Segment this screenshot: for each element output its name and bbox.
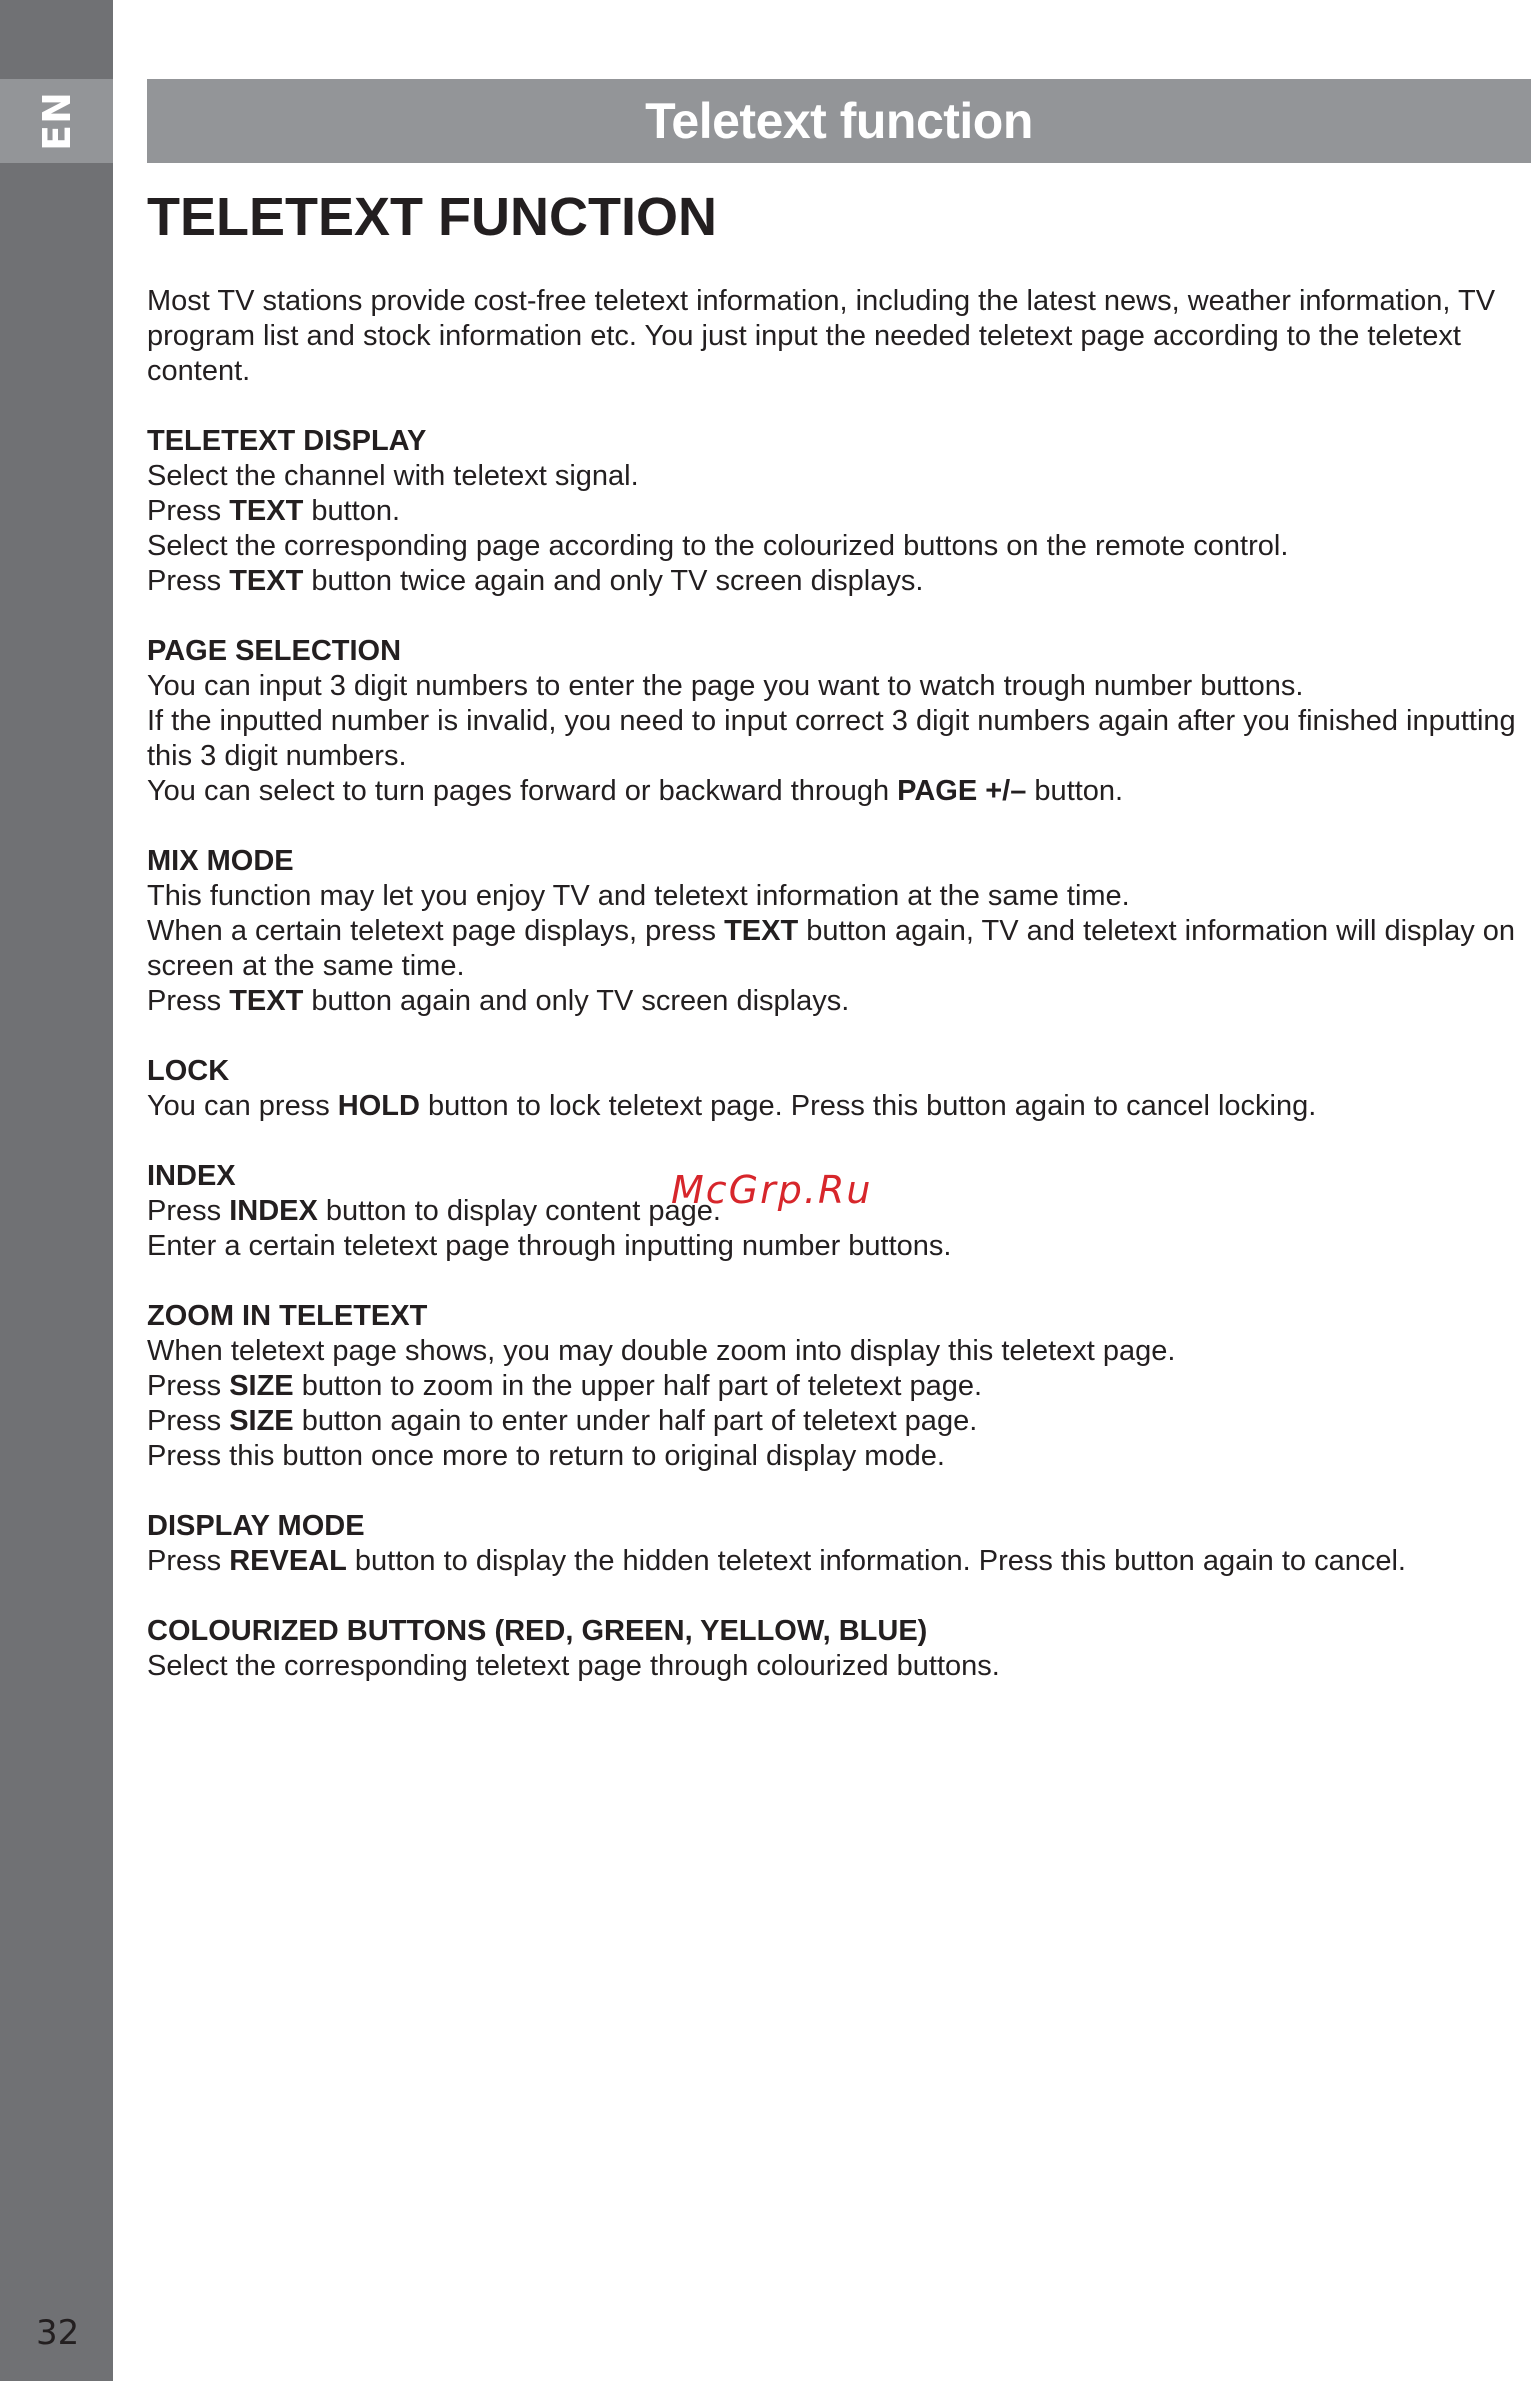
button-name: SIZE [229, 1370, 294, 1402]
section-line: You can select to turn pages forward or backward through PAGE +/– button. [147, 775, 1124, 807]
button-name: INDEX [229, 1195, 318, 1227]
section [147, 634, 1527, 809]
section-line: Enter a certain teletext page through inputting number buttons. [147, 1230, 952, 1262]
section-header-title: Teletext function [645, 93, 1033, 149]
section-line: You can input 3 digit numbers to enter the page you want to watch trough number buttons. [147, 670, 1304, 702]
section-line: If the inputted number is invalid, you need to input correct 3 digit numbers again after you finished inputting this 3 digit numbers. [147, 705, 1516, 772]
section-heading: TELETEXT DISPLAY [147, 425, 427, 457]
section-line: When teletext page shows, you may double zoom into display this teletext page. [147, 1335, 1176, 1367]
section-heading: ZOOM IN TELETEXT [147, 1300, 428, 1332]
section-heading: MIX MODE [147, 845, 294, 877]
watermark: McGrp.Ru [671, 1168, 873, 1212]
page-title: TELETEXT FUNCTION [147, 187, 717, 247]
section-line: You can press HOLD button to lock teletext page. Press this button again to cancel locking. [147, 1090, 1317, 1122]
sections-container [147, 424, 1527, 1684]
button-name: REVEAL [229, 1545, 347, 1577]
section-heading: DISPLAY MODE [147, 1510, 365, 1542]
button-name: TEXT [229, 565, 304, 597]
button-name: SIZE [229, 1405, 294, 1437]
section [147, 424, 1527, 599]
section-line: Select the channel with teletext signal. [147, 460, 639, 492]
button-name: PAGE +/– [897, 775, 1027, 807]
intro-paragraph: Most TV stations provide cost-free teletext information, including the latest news, weather information, TV program list and stock information etc. You just input the needed teletext page according to the teletext content. [147, 285, 1496, 387]
section-line: Press this button once more to return to original display mode. [147, 1440, 945, 1472]
sidebar [0, 0, 113, 2381]
section-line: Press INDEX button to display content page. [147, 1195, 721, 1227]
section [147, 1509, 1527, 1579]
section-heading: PAGE SELECTION [147, 635, 402, 667]
section-line: When a certain teletext page displays, press TEXT button again, TV and teletext information will display on screen at the same time. [147, 915, 1516, 982]
section-line: Press TEXT button again and only TV screen displays. [147, 985, 850, 1017]
section-line: Press TEXT button twice again and only TV screen displays. [147, 565, 924, 597]
section-header [147, 79, 1531, 163]
button-name: TEXT [229, 495, 304, 527]
language-label: EN [34, 91, 79, 151]
language-tab [0, 79, 113, 163]
section [147, 1299, 1527, 1474]
section-line: Select the corresponding page according to the colourized buttons on the remote control. [147, 530, 1289, 562]
section-line: Press REVEAL button to display the hidden teletext information. Press this button again to cancel. [147, 1545, 1406, 1577]
page-number: 32 [36, 2313, 80, 2353]
section [147, 844, 1527, 1019]
section-line: This function may let you enjoy TV and teletext information at the same time. [147, 880, 1130, 912]
main-content [147, 182, 1527, 1719]
section-line: Press SIZE button to zoom in the upper half part of teletext page. [147, 1370, 983, 1402]
button-name: TEXT [229, 985, 304, 1017]
button-name: TEXT [724, 915, 799, 947]
section-line: Select the corresponding teletext page through colourized buttons. [147, 1650, 1000, 1682]
section-heading: INDEX [147, 1160, 236, 1192]
section-heading: LOCK [147, 1055, 230, 1087]
section-heading: COLOURIZED BUTTONS (RED, GREEN, YELLOW, BLUE) [147, 1615, 928, 1647]
section [147, 1054, 1527, 1124]
section-line: Press TEXT button. [147, 495, 401, 527]
section-line: Press SIZE button again to enter under half part of teletext page. [147, 1405, 978, 1437]
button-name: HOLD [337, 1090, 420, 1122]
section [147, 1614, 1527, 1684]
